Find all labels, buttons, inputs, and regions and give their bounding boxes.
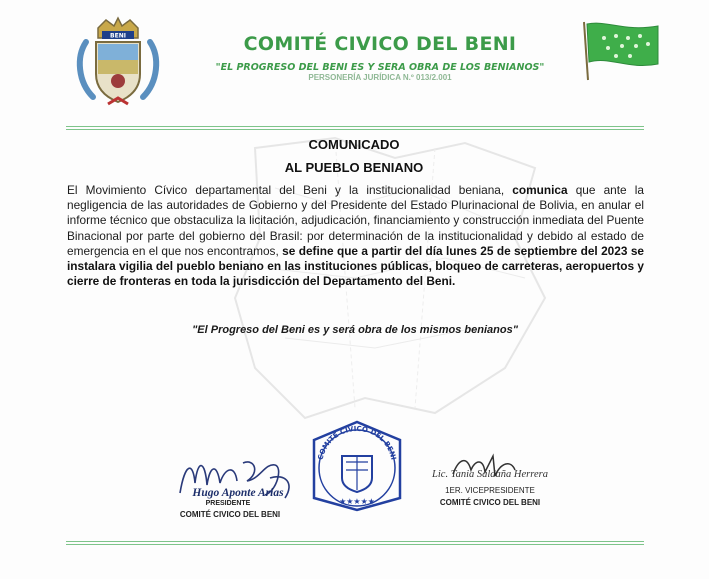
svg-text:★★★★★: ★★★★★ <box>339 497 375 506</box>
personeria-juridica: PERSONERÍA JURÍDICA N.º 013/2.001 <box>308 73 452 82</box>
communique-paragraph <box>67 183 644 289</box>
president-role: PRESIDENTE <box>205 500 251 507</box>
beni-crest-logo <box>68 12 168 112</box>
official-seal <box>308 420 406 512</box>
president-org: COMITÉ CIVICO DEL BENI <box>179 510 281 519</box>
closing-quote: "El Progreso del Beni es y será obra de los mismos benianos" <box>192 324 518 336</box>
paragraph-middle: que ante la negligencia de las autoridades de Gobierno y del Presidente del Estado Plurinacional de Bolivia, en anular el informe técnico que obstaculiza la licitación, adjudicación, financiamiento y construcción inmediata del Puente Binacional por parte del gobierno del Brasil: por determinación de la institucionalidad y debido al estado de emergencia en el que nos encontramos, <box>67 183 644 258</box>
beni-flag-icon <box>578 18 662 82</box>
vicepresident-role: 1ER. VICEPRESIDENTE <box>445 486 535 495</box>
vicepresident-name: Lic. Tania Saldaña Herrera <box>432 469 548 480</box>
paragraph-intro: El Movimiento Cívico departamental del Beni y la institucionalidad beniana, <box>67 183 513 197</box>
document-subtitle: AL PUEBLO BENIANO <box>284 160 424 175</box>
paragraph-verb: comunica <box>512 183 568 197</box>
org-title: COMITÉ CIVICO DEL BENI <box>243 33 517 55</box>
document-title: COMUNICADO <box>308 137 400 152</box>
seal-text: COMITE CIVICO DEL BENI <box>316 424 398 461</box>
paragraph-resolution: se define que a partir del día lunes 25 de septiembre del 2023 se instalara vigilia del pueblo beniano en las instituciones públicas, bloqueo de carreteras, aeropuertos y cierre de fronteras en toda la jurisdicción del Departamento del Beni. <box>67 243 644 289</box>
top-divider <box>66 126 644 130</box>
org-motto: "EL PROGRESO DEL BENI ES Y SERA OBRA DE LOS BENIANOS" <box>215 62 545 73</box>
president-name: Hugo Aponte Arias <box>192 487 284 499</box>
crest-label: BENI <box>110 32 126 40</box>
bottom-divider <box>66 541 644 545</box>
vicepresident-org: COMITÉ CIVICO DEL BENI <box>439 498 541 507</box>
